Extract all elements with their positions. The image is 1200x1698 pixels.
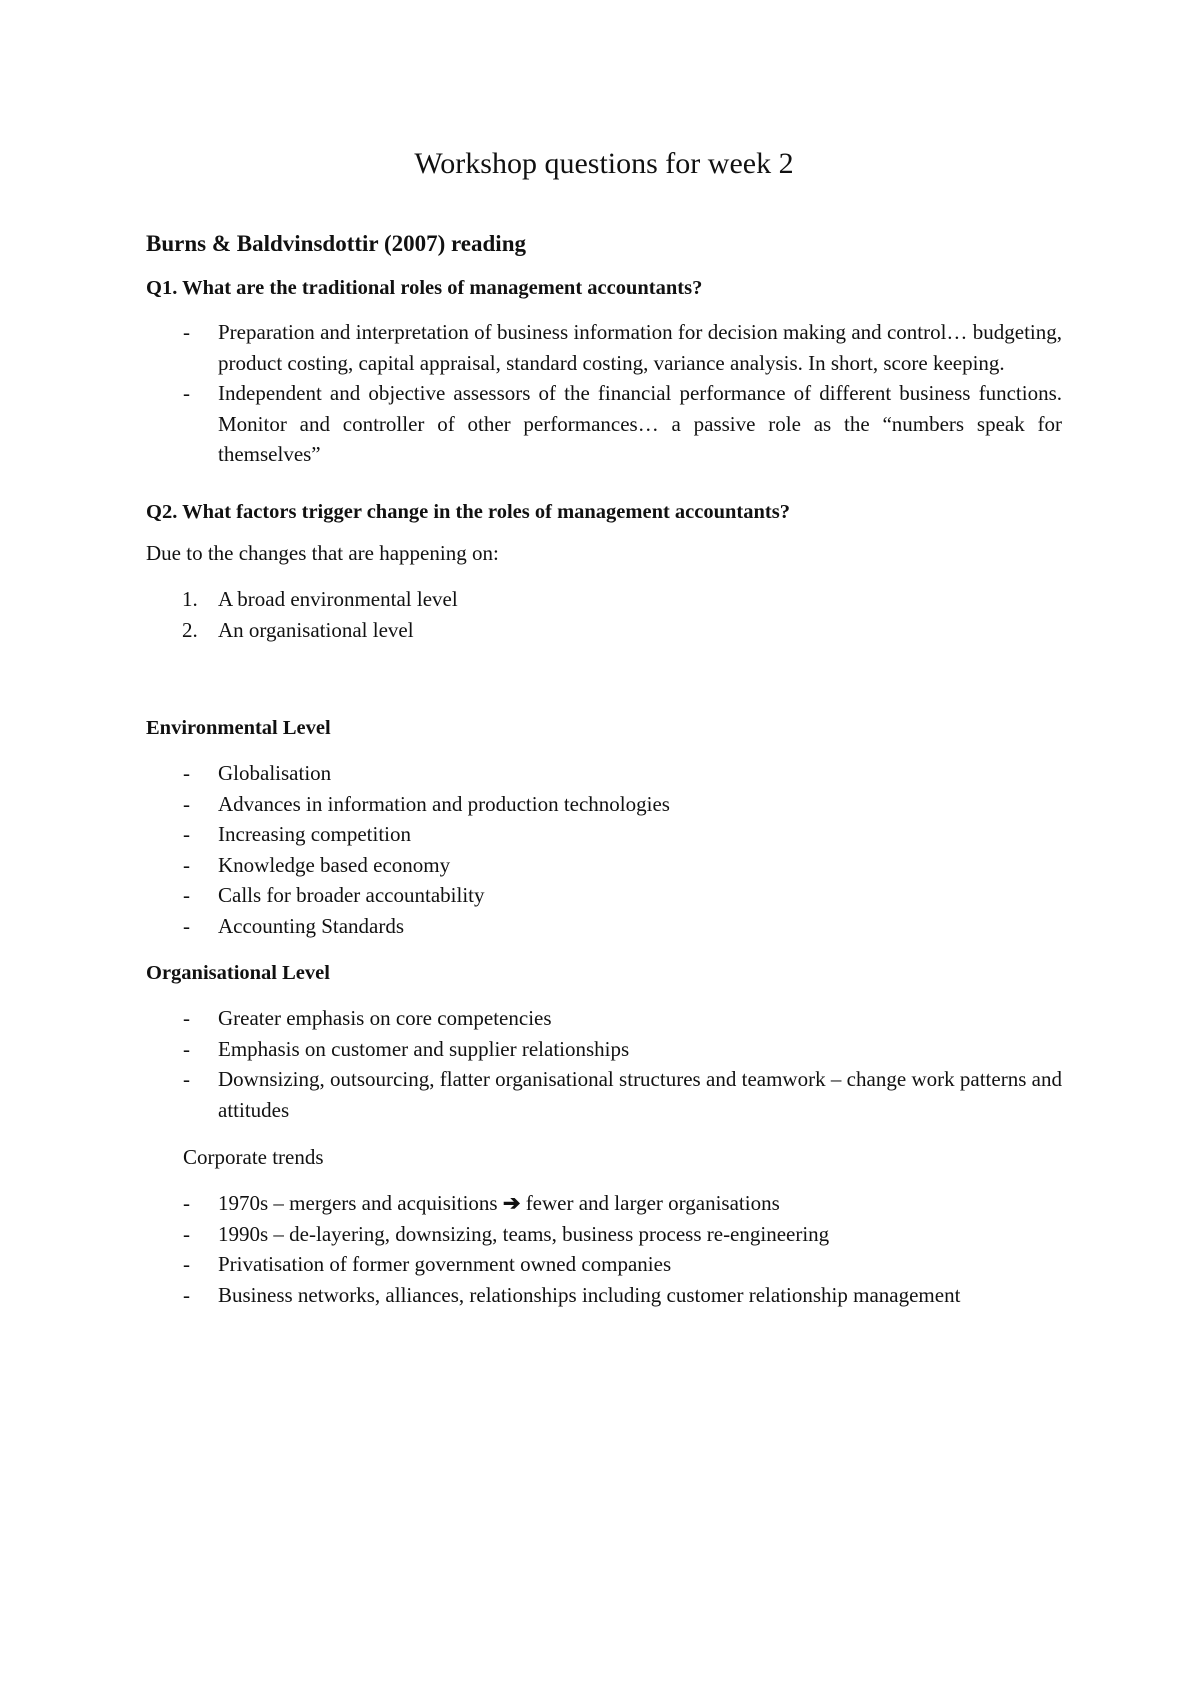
list-item-text: Independent and objective assessors of the financial performance of different business functions. Monitor and controller of other performances… a passive role as the “numbers speak for themselves” bbox=[218, 381, 1062, 466]
list-item bbox=[146, 584, 1062, 615]
organisational-heading: Organisational Level bbox=[146, 962, 330, 984]
list-item-text: Downsizing, outsourcing, flatter organisational structures and teamwork – change work patterns and attitudes bbox=[218, 1067, 1062, 1122]
list-item bbox=[146, 1249, 1062, 1280]
list-item-text: Preparation and interpretation of business information for decision making and control… budgeting, product costing, capital appraisal, standard costing, variance analysis. In short, score keeping. bbox=[218, 320, 1062, 375]
dash-marker: - bbox=[183, 822, 190, 846]
list-item bbox=[146, 1219, 1062, 1250]
list-item bbox=[146, 378, 1062, 470]
dash-marker: - bbox=[183, 1006, 190, 1030]
q1-question: Q1. What are the traditional roles of management accountants? bbox=[146, 277, 703, 299]
page-title: Workshop questions for week 2 bbox=[414, 147, 794, 180]
list-item-text: Increasing competition bbox=[218, 822, 412, 846]
corporate-trends-heading: Corporate trends bbox=[183, 1145, 324, 1169]
environmental-heading: Environmental Level bbox=[146, 717, 331, 739]
list-item bbox=[146, 789, 1062, 820]
list-item-text: 1990s – de-layering, downsizing, teams, business process re-engineering bbox=[218, 1221, 830, 1246]
list-item bbox=[146, 1188, 1062, 1219]
list-item-text: Advances in information and production technologies bbox=[218, 791, 670, 816]
list-item bbox=[146, 1064, 1062, 1125]
list-item bbox=[146, 880, 1062, 911]
list-item bbox=[146, 317, 1062, 378]
dash-marker: - bbox=[183, 1252, 190, 1276]
list-item-text: fewer and larger organisations bbox=[525, 1191, 780, 1215]
list-item-text: Emphasis on customer and supplier relationships bbox=[218, 1036, 630, 1061]
q2-level-list bbox=[146, 584, 1062, 645]
list-item bbox=[146, 911, 1062, 942]
dash-marker: - bbox=[183, 761, 190, 785]
environmental-list bbox=[146, 758, 1062, 941]
list-item bbox=[146, 819, 1062, 850]
dash-marker: - bbox=[183, 1282, 190, 1307]
organisational-list bbox=[146, 1003, 1062, 1125]
list-item-text: Privatisation of former government owned companies bbox=[218, 1252, 672, 1276]
dash-marker: - bbox=[183, 913, 190, 938]
dash-marker: - bbox=[183, 883, 190, 907]
list-item bbox=[146, 1003, 1062, 1034]
list-item-text: 1970s – mergers and acquisitions bbox=[218, 1191, 498, 1215]
list-item-text: Calls for broader accountability bbox=[218, 883, 485, 907]
list-item-text: Accounting Standards bbox=[218, 913, 405, 938]
list-item bbox=[146, 1034, 1062, 1065]
dash-marker: - bbox=[183, 1221, 190, 1246]
list-item-text: An organisational level bbox=[218, 617, 414, 642]
dash-marker: - bbox=[183, 852, 190, 877]
list-item bbox=[146, 615, 1062, 646]
list-item-text: A broad environmental level bbox=[218, 587, 458, 611]
right-arrow-icon: ➔ bbox=[502, 1191, 521, 1215]
q1-bullet-list bbox=[146, 317, 1062, 470]
list-item-text: Business networks, alliances, relationships including customer relationship management bbox=[218, 1282, 961, 1307]
dash-marker: - bbox=[183, 1067, 190, 1091]
list-number: 2. bbox=[182, 617, 198, 642]
list-number: 1. bbox=[182, 587, 198, 611]
list-item bbox=[146, 758, 1062, 789]
list-item bbox=[146, 1280, 1062, 1311]
list-item-text: Greater emphasis on core competencies bbox=[218, 1006, 552, 1030]
list-item-text: Knowledge based economy bbox=[218, 852, 451, 877]
section-heading: Burns & Baldvinsdottir (2007) reading bbox=[146, 231, 526, 256]
dash-marker: - bbox=[183, 1191, 190, 1215]
list-item-text: Globalisation bbox=[218, 761, 332, 785]
dash-marker: - bbox=[183, 320, 190, 344]
corporate-trends-list bbox=[146, 1188, 1062, 1310]
dash-marker: - bbox=[183, 381, 190, 405]
dash-marker: - bbox=[183, 1036, 190, 1061]
list-item bbox=[146, 850, 1062, 881]
q2-question: Q2. What factors trigger change in the roles of management accountants? bbox=[146, 501, 790, 523]
dash-marker: - bbox=[183, 791, 190, 816]
q2-intro: Due to the changes that are happening on: bbox=[146, 541, 499, 565]
